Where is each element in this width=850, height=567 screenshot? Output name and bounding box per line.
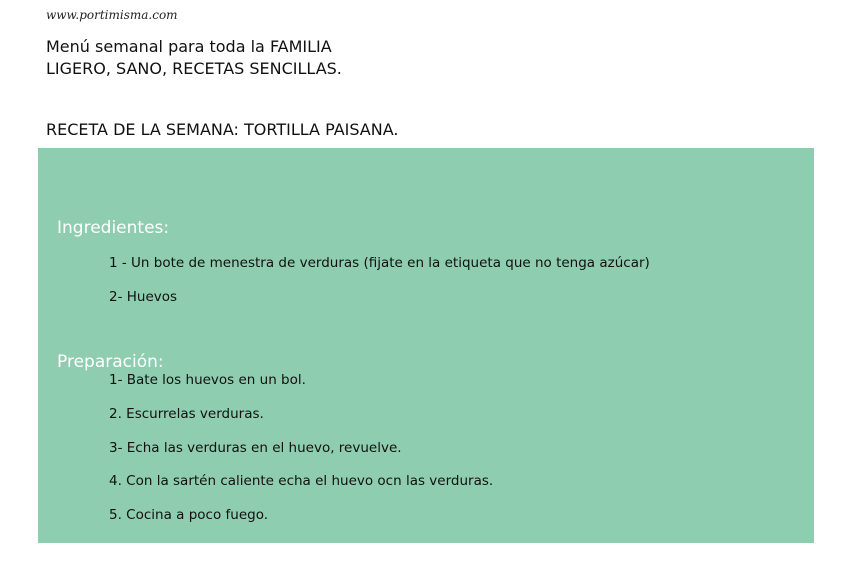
- preparation-heading: Preparación:: [57, 352, 164, 372]
- preparation-step: 5. Cocina a poco fuego.: [109, 507, 269, 523]
- menu-subtitle: LIGERO, SANO, RECETAS SENCILLAS.: [46, 59, 342, 78]
- ingredient-item: 1 - Un bote de menestra de verduras (fijate en la etiqueta que no tenga azúcar): [109, 255, 650, 271]
- preparation-step: 4. Con la sartén caliente echa el huevo ocn las verduras.: [109, 473, 494, 489]
- recipe-title: RECETA DE LA SEMANA: TORTILLA PAISANA.: [46, 120, 399, 139]
- preparation-step: 1- Bate los huevos en un bol.: [109, 372, 306, 388]
- ingredients-heading: Ingredientes:: [57, 218, 170, 238]
- preparation-step: 2. Escurrelas verduras.: [109, 406, 264, 422]
- preparation-step: 3- Echa las verduras en el huevo, revuelve.: [109, 440, 402, 456]
- menu-title: Menú semanal para toda la FAMILIA: [46, 37, 332, 56]
- recipe-box: [38, 148, 814, 543]
- ingredient-item: 2- Huevos: [109, 289, 178, 305]
- site-url: www.portimisma.com: [46, 8, 178, 22]
